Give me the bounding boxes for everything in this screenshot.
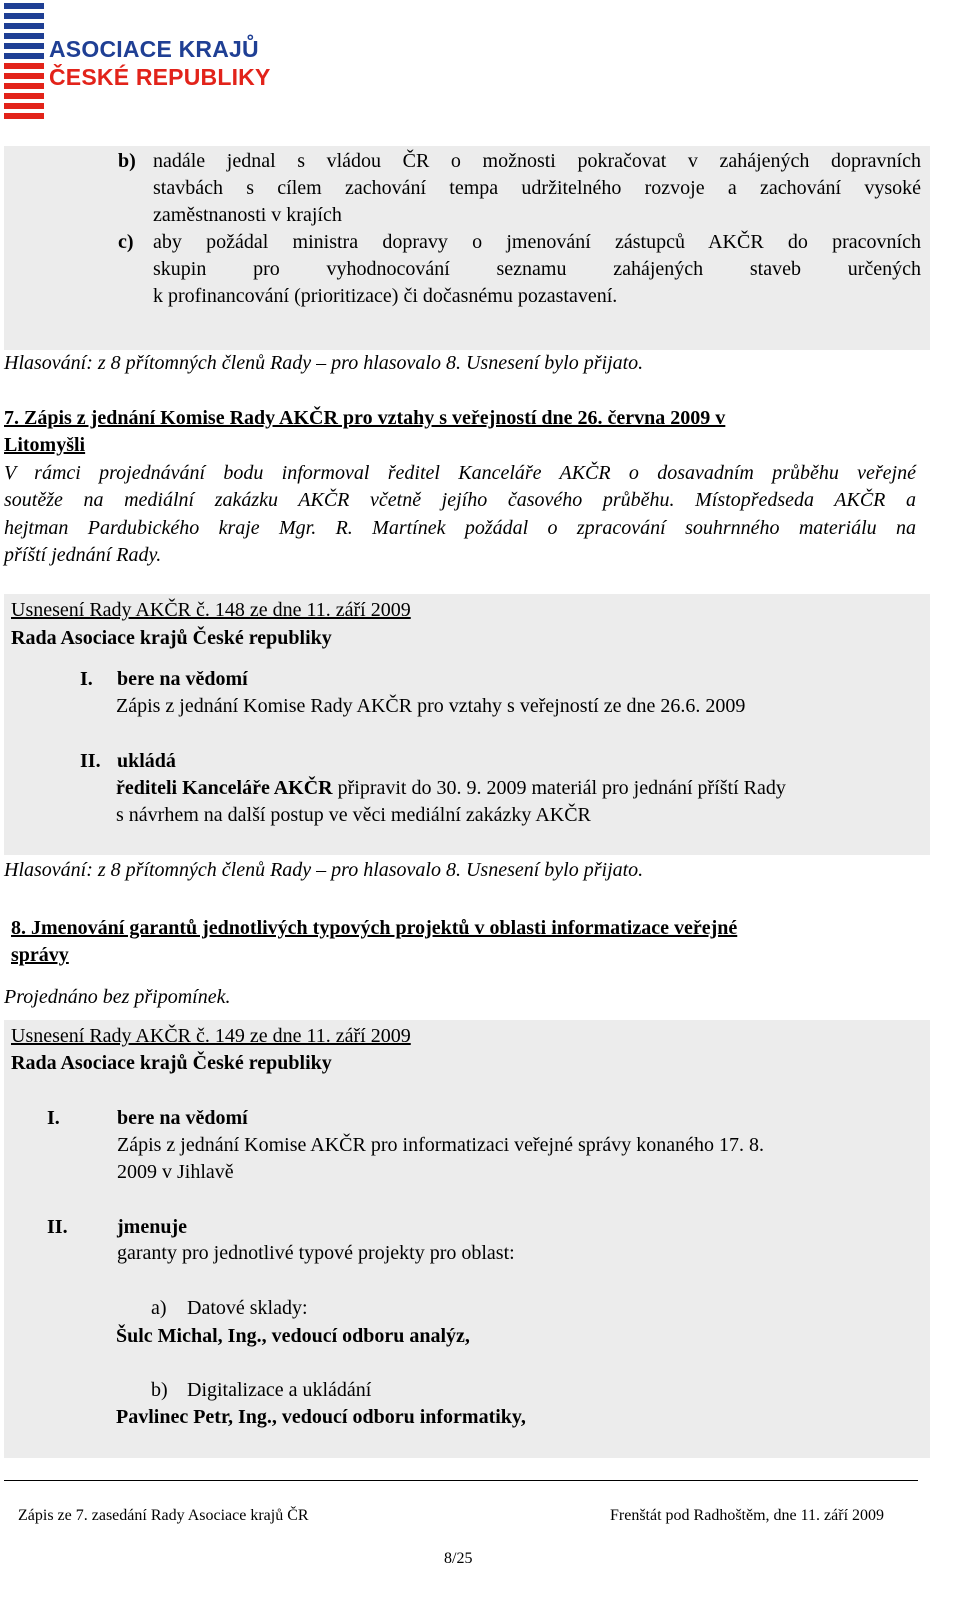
item-a-marker: a) [151,1297,167,1319]
resolution-149-ii-verb: jmenuje [117,1216,187,1238]
resolution-149-ii-text: garanty pro jednotlivé typové projekty pro oblast: [117,1242,515,1264]
resolution-149-i-text-line2: 2009 v Jihlavě [117,1161,234,1183]
resolution-149-body: Rada Asociace krajů České republiky [11,1052,332,1074]
resolution-148-i-text: Zápis z jednání Komise Rady AKČR pro vztahy s veřejností ze dne 26.6. 2009 [116,695,746,717]
logo-text-line2: ČESKÉ REPUBLIKY [49,64,271,90]
item-b2-marker: b) [151,1379,168,1401]
resolution-148-ii-text [116,775,786,802]
resolution-149-i-num: I. [47,1107,60,1129]
item-a-person: Šulc Michal, Ing., vedoucí odboru analýz, [116,1325,470,1347]
item-c-marker: c) [118,231,134,253]
footer-right: Frenštát pod Radhoštěm, dne 11. září 2009 [610,1507,885,1524]
item-b-line2: stavbách s cílem zachování tempa udržitelného rozvoje a zachování vysoké [153,177,921,199]
logo-text-line1: ASOCIACE KRAJŮ [49,36,259,62]
resolution-148-ii-num: II. [80,750,101,772]
footer-divider [4,1480,918,1481]
resolution-149-title: Usnesení Rady AKČR č. 149 ze dne 11. září 2009 [11,1025,411,1047]
item-a-label: Datové sklady: [187,1297,308,1319]
footer-left: Zápis ze 7. zasedání Rady Asociace krajů ČR [18,1507,309,1524]
item-c-line1: aby požádal ministra dopravy o jmenování zástupců AKČR do pracovních [153,231,921,253]
vote-result-2: Hlasování: z 8 přítomných členů Rady – pro hlasovalo 8. Usnesení bylo přijato. [4,859,644,881]
resolution-148-body: Rada Asociace krajů České republiky [11,627,332,649]
section-7-heading-line1: 7. Zápis z jednání Komise Rady AKČR pro vztahy s veřejností dne 26. června 2009 v [4,407,726,429]
logo-mark [4,3,44,121]
resolution-148-ii-task: připravit do 30. 9. 2009 materiál pro jednání příští Rady [332,777,786,799]
item-b-marker: b) [118,150,136,172]
section-8-heading-line2: správy [11,944,69,966]
item-b-line3: zaměstnanosti v krajích [153,204,342,226]
section-7-heading-line2: Litomyšli [4,434,86,456]
item-b-line1: nadále jednal s vládou ČR o možnosti pokračovat v zahájených dopravních [153,150,921,172]
section-8-note: Projednáno bez připomínek. [4,986,231,1008]
section-8-heading-line1: 8. Jmenování garantů jednotlivých typových projektů v oblasti informatizace veřejné [11,917,738,939]
item-c-line2: skupin pro vyhodnocování seznamu zahájených staveb určených [153,258,921,280]
resolution-148-ii-addressee: řediteli Kanceláře AKČR [116,777,333,799]
section-7-body-line4: příští jednání Rady. [4,544,162,566]
resolution-148-ii-text-line2: s návrhem na další postup ve věci mediální zakázky AKČR [116,804,591,826]
section-7-body-line3: hejtman Pardubického kraje Mgr. R. Martínek požádal o zpracování souhrnného materiálu na [4,517,916,539]
item-b2-person: Pavlinec Petr, Ing., vedoucí odboru informatiky, [116,1406,526,1428]
section-7-body-line2: soutěže na mediální zakázku AKČR včetně jejího časového průběhu. Místopředseda AKČR a [4,489,916,511]
section-7-body-line1: V rámci projednávání bodu informoval ředitel Kanceláře AKČR o dosavadním průběhu veřejné [4,462,916,484]
resolution-148-i-verb: bere na vědomí [117,668,248,690]
item-c-line3: k profinancování (prioritizace) či dočasnému pozastavení. [153,285,618,307]
resolution-148-i-num: I. [80,668,93,690]
item-b2-label: Digitalizace a ukládání [187,1379,372,1401]
resolution-148-title: Usnesení Rady AKČR č. 148 ze dne 11. září 2009 [11,599,411,621]
resolution-149-i-text-line1: Zápis z jednání Komise AKČR pro informatizaci veřejné správy konaného 17. 8. [117,1134,765,1156]
page-number: 8/25 [444,1550,473,1567]
resolution-148-ii-verb: ukládá [117,750,176,772]
resolution-149-i-verb: bere na vědomí [117,1107,248,1129]
resolution-149-ii-num: II. [47,1216,68,1238]
vote-result-1: Hlasování: z 8 přítomných členů Rady – pro hlasovalo 8. Usnesení bylo přijato. [4,352,644,374]
